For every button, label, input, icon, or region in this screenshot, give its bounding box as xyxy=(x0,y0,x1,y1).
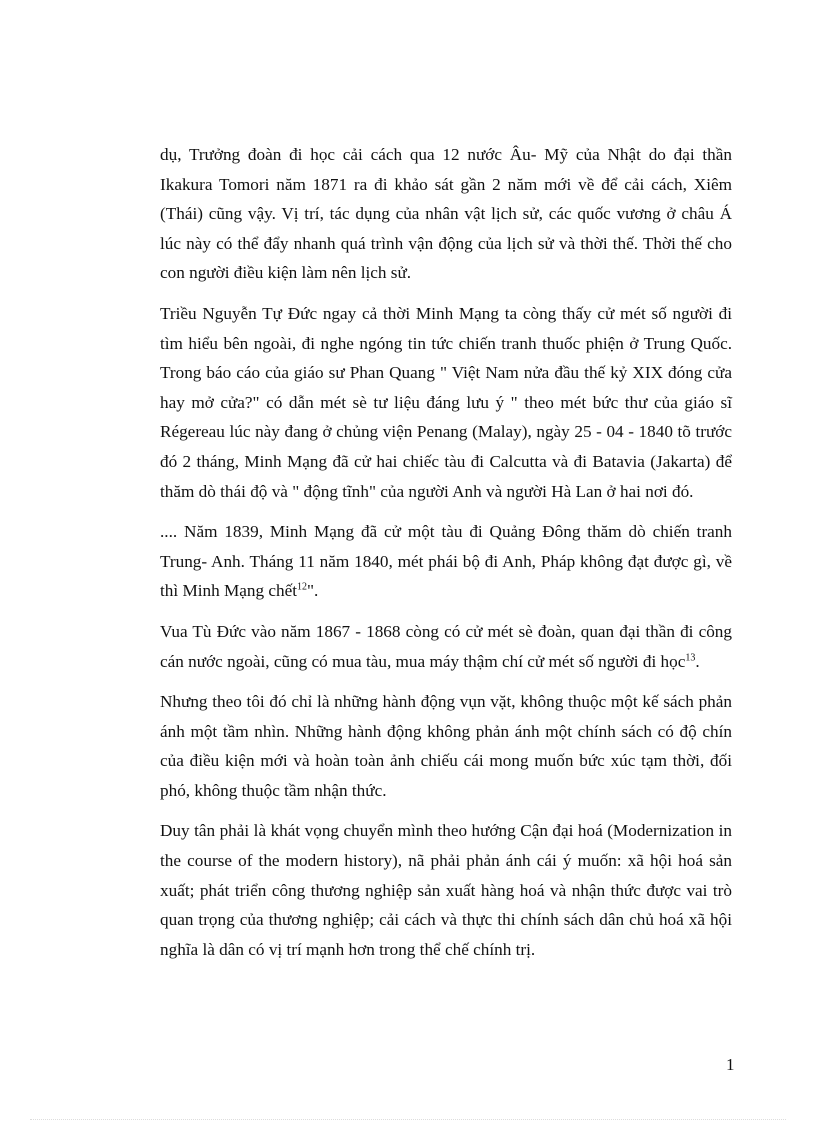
paragraph-continuation xyxy=(160,140,732,288)
body-text xyxy=(160,140,732,975)
page-bottom-divider xyxy=(30,1119,786,1120)
paragraph-1839-mission xyxy=(160,517,732,606)
paragraph-nguyen-dynasty xyxy=(160,299,732,506)
paragraph-text: Triều Nguyễn Tự Đức ngay cả thời Minh Mạng ta còng thấy cử mét số người đi tìm hiểu bên ngoài, đi nghe ngóng tin tức chiến tranh thuốc phiện ở Trung Quốc. Trong báo cáo của giáo sư Phan Quang " Việt Nam nửa đầu thế kỷ XIX đóng cửa hay mở cửa?" có dẫn mét sè tư liệu đáng lưu ý " theo mét bức thư của giáo sĩ Régereau lúc này đang ở chủng viện Penang (Malay), ngày 25 - 04 - 1840 tõ trước đó 2 tháng, Minh Mạng đã cử hai chiếc tàu đi Calcutta và đi Batavia (Jakarta) để thăm dò thái độ và " động tĩnh" của người Anh và người Hà Lan ở hai nơi đó. xyxy=(160,303,732,501)
paragraph-suffix: . xyxy=(695,651,700,671)
paragraph-text: Vua Tù Đức vào năm 1867 - 1868 còng có cử mét sè đoàn, quan đại thần đi công cán nước ngoài, cũng có mua tàu, mua máy thậm chí cử mét số người đi học xyxy=(160,621,732,671)
paragraph-modernization xyxy=(160,816,732,964)
paragraph-text: Nhưng theo tôi đó chỉ là những hành động vụn vặt, không thuộc một kế sách phản ánh một tầm nhìn. Những hành động không phản ánh một chính sách có độ chín của điều kiện mới và hoàn toàn ảnh chiếu cái mong muốn bức xúc tạm thời, đối phó, không thuộc tầm nhận thức. xyxy=(160,692,732,800)
paragraph-suffix: ". xyxy=(307,581,319,601)
paragraph-text: dụ, Trưởng đoàn đi học cải cách qua 12 nước Âu- Mỹ của Nhật do đại thần Ikakura Tomori năm 1871 ra đi khảo sát gần 2 năm mới về để cải cách, Xiêm (Thái) cũng vậy. Vị trí, tác dụng của nhân vật lịch sử, các quốc vương ở châu Á lúc này có thể đẩy nhanh quá trình vận động của lịch sử và thời thế. Thời thế cho con người điều kiện làm nên lịch sử. xyxy=(160,145,732,283)
paragraph-text: Duy tân phải là khát vọng chuyển mình theo hướng Cận đại hoá (Modernization in the course of the modern history), nã phải phản ánh cái ý muốn: xã hội hoá sản xuất; phát triển công thương nghiệp sản xuất hàng hoá và nhận thức được vai trò quan trọng của thương nghiệp; cải cách và thực thi chính sách dân chủ hoá xã hội nghĩa là dân có vị trí mạnh hơn trong thể chế chính trị. xyxy=(160,821,732,959)
paragraph-opinion xyxy=(160,687,732,805)
paragraph-text: .... Năm 1839, Minh Mạng đã cử một tàu đi Quảng Đông thăm dò chiến tranh Trung- Anh. Tháng 11 năm 1840, mét phái bộ đi Anh, Pháp không đạt được gì, về thì Minh Mạng chết xyxy=(160,522,732,601)
footnote-ref-12[interactable]: 12 xyxy=(297,581,308,593)
footnote-ref-13[interactable]: 13 xyxy=(685,651,696,663)
paragraph-tu-duc xyxy=(160,617,732,676)
page-number: 1 xyxy=(726,1055,735,1074)
